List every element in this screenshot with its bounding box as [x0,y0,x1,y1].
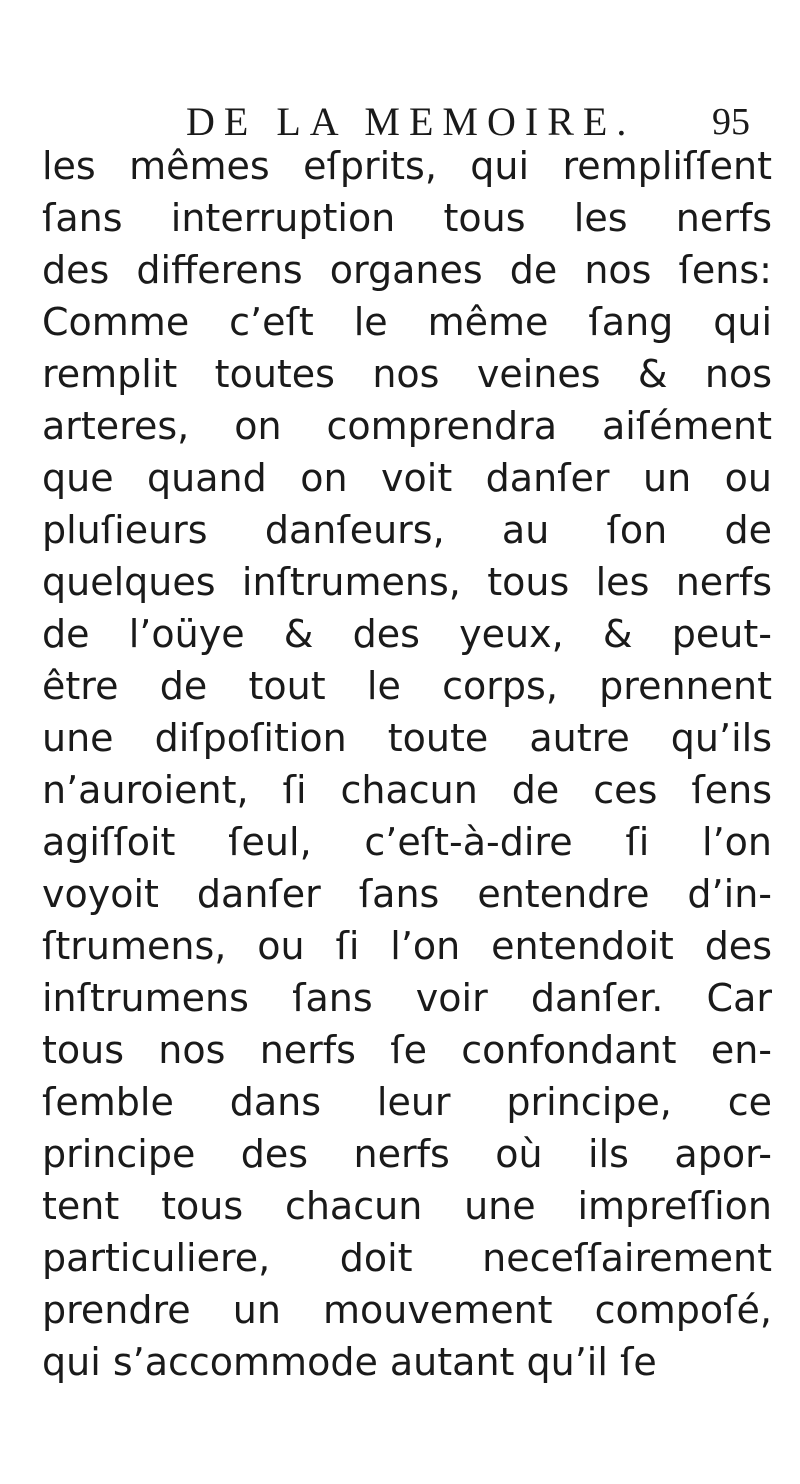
text-line: qui s’accommode autant qu’il ſe [42,1340,657,1384]
text-line: remplit toutes nos veines & nos [42,352,772,396]
text-line: inſtrumens ſans voir danſer. Car [42,976,772,1020]
text-line: pluſieurs danſeurs, au ſon de [42,508,772,552]
text-line: voyoit danſer ſans entendre d’in- [42,872,772,916]
text-line: de l’oüye & des yeux, & peut- [42,612,772,656]
text-line: ſemble dans leur principe, ce [42,1080,772,1124]
text-line: arteres, on comprendra aiſément [42,404,772,448]
text-line: n’auroient, ſi chacun de ces ſens [42,768,772,812]
text-line: principe des nerfs où ils apor- [42,1132,772,1176]
text-line: tent tous chacun une impreſſion [42,1184,772,1228]
text-line: prendre un mouvement compoſé, [42,1288,772,1332]
running-title: DE LA MEMOIRE. [186,99,636,144]
text-line: les mêmes eſprits, qui rempliſſent [42,144,772,188]
text-line: ſans interruption tous les nerfs [42,196,772,240]
text-line: tous nos nerfs ſe confondant en- [42,1028,772,1072]
text-line: agiſſoit ſeul, c’eſt-à-dire ſi l’on [42,820,772,864]
text-line: quelques inſtrumens, tous les nerfs [42,560,772,604]
text-line: des differens organes de nos ſens: [42,248,772,292]
text-line: ſtrumens, ou ſi l’on entendoit des [42,924,772,968]
text-line: être de tout le corps, prennent [42,664,772,708]
text-line: une diſpoſition toute autre qu’ils [42,716,772,760]
text-line: que quand on voit danſer un ou [42,456,772,500]
text-line: particuliere, doit neceſſairement [42,1236,772,1280]
text-line: Comme c’eſt le même ſang qui [42,300,772,344]
page-number: 95 [712,101,750,143]
